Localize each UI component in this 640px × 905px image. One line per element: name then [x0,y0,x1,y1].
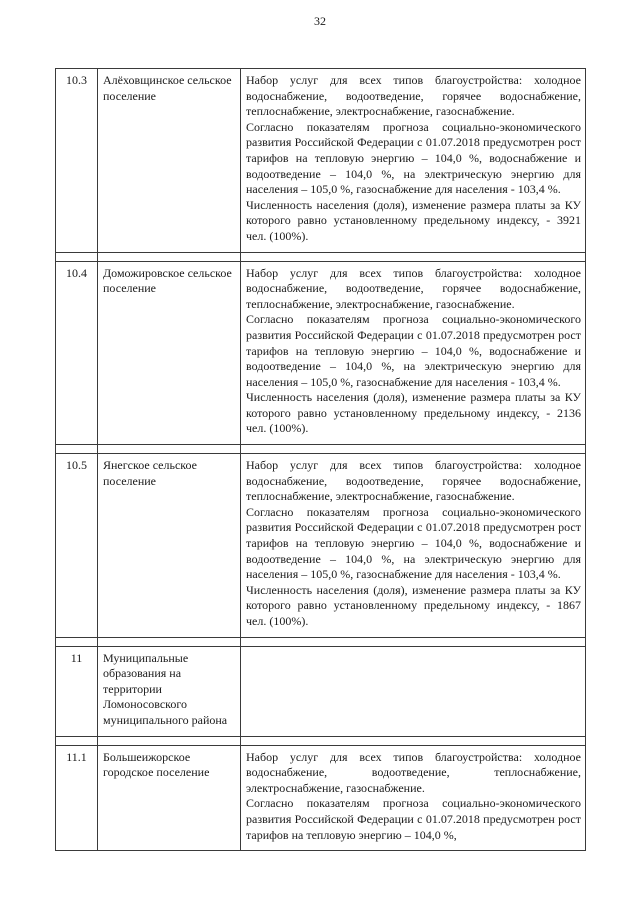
description-paragraph: Набор услуг для всех типов благоустройства: холодное водоснабжение, водоотведение, горячее водоснабжение, теплоснабжение, электроснабжение, газоснабжение. [246,265,581,311]
table-row [56,261,586,445]
description-paragraph: Набор услуг для всех типов благоустройства: холодное водоснабжение, водоотведение, теплоснабжение, электроснабжение, газоснабжение. [246,749,581,795]
spacer-cell [241,637,586,646]
table-row [56,745,586,851]
description-paragraph: Согласно показателям прогноза социально-экономического развития Российской Федерации с 01.07.2018 предусмотрен рост тарифов на тепловую энергию – 104,0 %, водоснабжение и водоотведение – 104,0 %, на электрическую энергию для населения – 105,0 %, газоснабжение для населения - 103,4 %. [246,119,581,197]
spacer-cell [98,445,241,454]
tariff-table [55,68,586,851]
table-row [56,646,586,736]
row-number: 10.5 [56,454,98,638]
settlement-name: Муниципальные образования на территории Ломоносовского муниципального района [98,646,241,736]
page-number: 32 [314,14,326,28]
spacer-cell [241,445,586,454]
spacer-cell [98,637,241,646]
table-row [56,69,586,253]
settlement-name: Большеижорское городское поселение [98,745,241,851]
description-paragraph: Набор услуг для всех типов благоустройства: холодное водоснабжение, водоотведение, горячее водоснабжение, теплоснабжение, электроснабжение, газоснабжение. [246,458,581,504]
table-row [56,454,586,638]
spacer-cell [241,736,586,745]
services-description [241,646,586,736]
description-paragraph: Согласно показателям прогноза социально-экономического развития Российской Федерации с 01.07.2018 предусмотрен рост тарифов на тепловую энергию – 104,0 %, [246,796,581,842]
description-paragraph: Согласно показателям прогноза социально-экономического развития Российской Федерации с 01.07.2018 предусмотрен рост тарифов на тепловую энергию – 104,0 %, водоснабжение и водоотведение – 104,0 %, на электрическую энергию для населения – 105,0 %, газоснабжение для населения - 103,4 %. [246,312,581,389]
spacer-cell [56,252,98,261]
table-body [56,69,586,851]
services-description [241,69,586,253]
services-description [241,745,586,851]
row-spacer [56,736,586,745]
spacer-cell [241,252,586,261]
spacer-cell [56,445,98,454]
spacer-cell [98,252,241,261]
row-spacer [56,445,586,454]
services-description [241,261,586,445]
description-paragraph: Численность населения (доля), изменение размера платы за КУ которого равно установленному предельному индексу, - 1867 чел. (100%). [246,582,581,628]
row-number: 10.3 [56,69,98,253]
settlement-name: Янегское сельское поселение [98,454,241,638]
services-description [241,454,586,638]
row-number: 10.4 [56,261,98,445]
spacer-cell [56,736,98,745]
row-spacer [56,252,586,261]
row-number: 11.1 [56,745,98,851]
row-spacer [56,637,586,646]
description-paragraph: Набор услуг для всех типов благоустройства: холодное водоснабжение, водоотведение, горячее водоснабжение, теплоснабжение, электроснабжение, газоснабжение. [246,73,581,119]
description-paragraph: Согласно показателям прогноза социально-экономического развития Российской Федерации с 01.07.2018 предусмотрен рост тарифов на тепловую энергию – 104,0 %, водоснабжение и водоотведение – 104,0 %, на электрическую энергию для населения – 105,0 %, газоснабжение для населения - 103,4 %. [246,504,581,582]
settlement-name: Доможировское сельское поселение [98,261,241,445]
description-paragraph: Численность населения (доля), изменение размера платы за КУ которого равно установленному предельному индексу, - 2136 чел. (100%). [246,390,581,436]
description-paragraph: Численность населения (доля), изменение размера платы за КУ которого равно установленному предельному индексу, - 3921 чел. (100%). [246,197,581,243]
spacer-cell [56,637,98,646]
row-number: 11 [56,646,98,736]
spacer-cell [98,736,241,745]
settlement-name: Алёховщинское сельское поселение [98,69,241,253]
